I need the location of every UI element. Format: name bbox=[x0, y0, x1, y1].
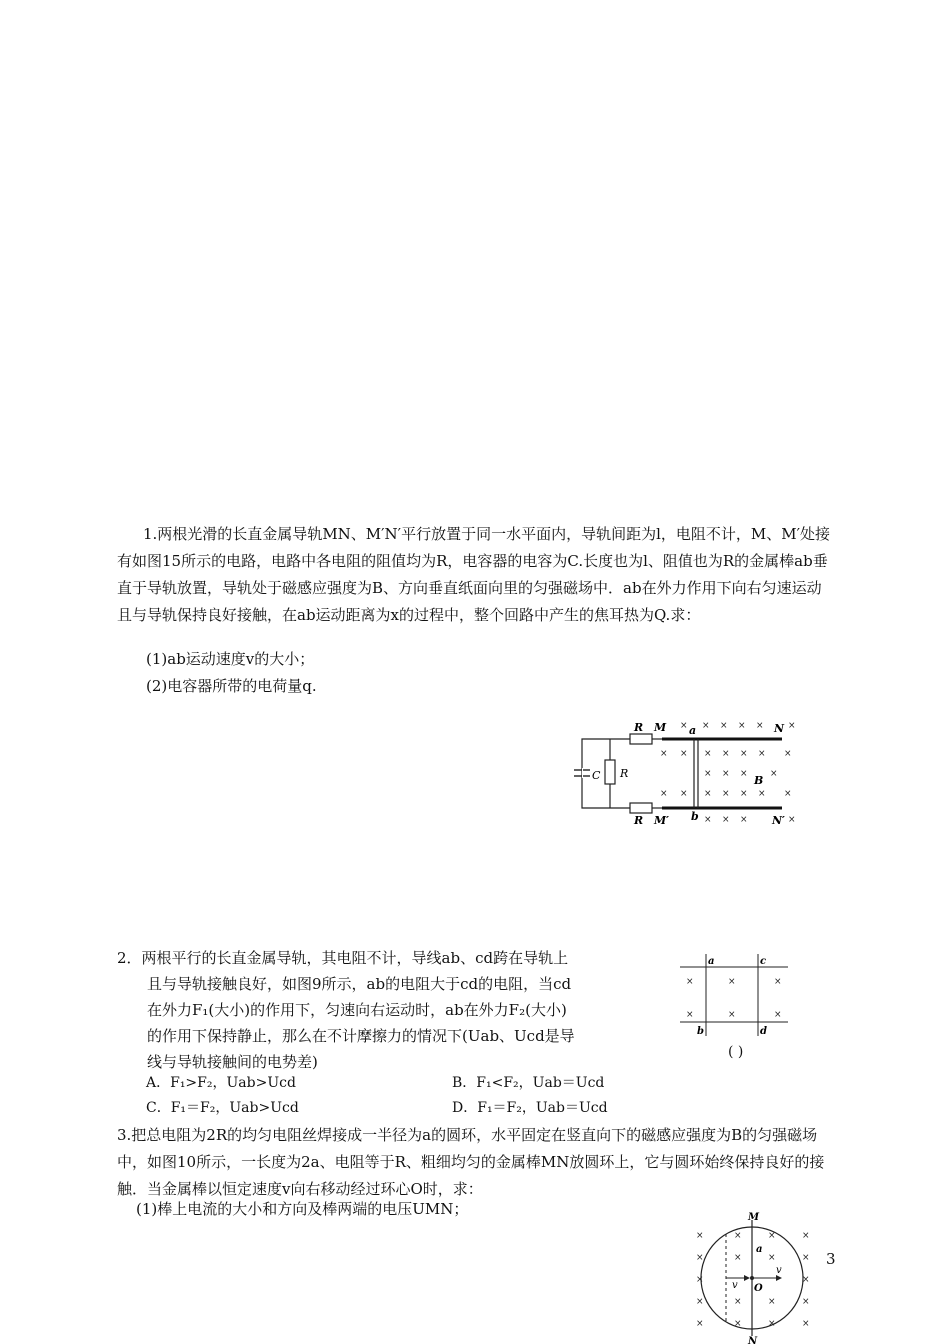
figure-15-circuit bbox=[570, 712, 810, 827]
question-2-line-1: 2．两根平行的长直金属导轨，其电阻不计，导线ab、cd跨在导轨上 bbox=[117, 949, 569, 967]
svg-text:×: × bbox=[702, 721, 710, 731]
svg-text:×: × bbox=[696, 1319, 704, 1329]
svg-text:×: × bbox=[784, 749, 792, 759]
svg-text:×: × bbox=[740, 789, 748, 799]
svg-text:×: × bbox=[720, 721, 728, 731]
svg-text:×: × bbox=[740, 815, 748, 825]
svg-text:×: × bbox=[696, 1231, 704, 1241]
svg-text:×: × bbox=[728, 977, 736, 987]
option-d: D．F₁＝F₂，Uab＝Ucd bbox=[452, 1100, 608, 1116]
svg-text:×: × bbox=[728, 1010, 736, 1020]
svg-text:×: × bbox=[722, 769, 730, 779]
svg-text:×: × bbox=[788, 721, 796, 731]
svg-text:×: × bbox=[740, 749, 748, 759]
question-2-line-3: 在外力F₁(大小)的作用下，匀速向右运动时，ab在外力F₂(大小) bbox=[147, 1001, 567, 1019]
svg-text:×: × bbox=[704, 769, 712, 779]
svg-text:×: × bbox=[734, 1297, 742, 1307]
svg-text:×: × bbox=[686, 1010, 694, 1020]
question-1-sub-2: (2)电容器所带的电荷量q. bbox=[146, 677, 317, 695]
option-a: A．F₁>F₂，Uab>Ucd bbox=[146, 1075, 296, 1091]
question-2-line-5: 线与导轨接触间的电势差) bbox=[147, 1053, 318, 1071]
svg-text:×: × bbox=[722, 789, 730, 799]
question-1-sub-1: (1)ab运动速度v的大小； bbox=[146, 650, 315, 668]
svg-text:×: × bbox=[788, 815, 796, 825]
svg-text:×: × bbox=[722, 815, 730, 825]
option-b: B．F₁<F₂，Uab＝Ucd bbox=[452, 1075, 605, 1091]
label-c: c bbox=[760, 956, 767, 967]
question-1-text: 1.两根光滑的长直金属导轨MN、M′N′平行放置于同一水平面内，导轨间距为l，电阻不计，M、M′处接有如图15所示的电路，电路中各电阻的阻值均为R，电容器的电容为C.长度也为l、阻值也为R的金属棒ab垂直于导轨放置，导轨处于磁感应强度为B、方向垂直纸面向里的匀强磁场中．ab在外力作用下向右匀速运动且与导轨保持良好接触，在ab运动距离为x的过程中，整个回路中产生的焦耳热为Q.求： bbox=[117, 525, 831, 624]
label-M: M bbox=[748, 1212, 760, 1223]
svg-text:×: × bbox=[768, 1253, 776, 1263]
svg-text:×: × bbox=[734, 1231, 742, 1241]
magnetic-field-marks bbox=[686, 977, 782, 1020]
label-M: M bbox=[654, 721, 667, 734]
label-b: b bbox=[697, 1026, 704, 1037]
label-a: a bbox=[708, 956, 715, 967]
figure-9-rails bbox=[680, 950, 792, 1040]
answer-bracket: ( ) bbox=[728, 1044, 744, 1060]
svg-text:×: × bbox=[758, 749, 766, 759]
svg-text:×: × bbox=[802, 1275, 810, 1285]
svg-text:×: × bbox=[774, 1010, 782, 1020]
label-B: B bbox=[754, 774, 764, 787]
svg-text:×: × bbox=[768, 1231, 776, 1241]
label-N-prime: N′ bbox=[772, 814, 785, 827]
label-d: d bbox=[760, 1026, 767, 1037]
svg-text:×: × bbox=[738, 721, 746, 731]
svg-text:×: × bbox=[704, 789, 712, 799]
label-a: a bbox=[756, 1244, 763, 1255]
svg-text:×: × bbox=[734, 1253, 742, 1263]
label-R-top: R bbox=[634, 721, 644, 734]
label-O: O bbox=[754, 1283, 763, 1294]
svg-text:×: × bbox=[704, 749, 712, 759]
svg-text:×: × bbox=[784, 789, 792, 799]
label-v-dashed: v bbox=[732, 1280, 738, 1291]
question-2-text bbox=[117, 945, 637, 1075]
label-a: a bbox=[689, 724, 697, 737]
svg-text:×: × bbox=[802, 1231, 810, 1241]
label-v-rod: v bbox=[776, 1265, 782, 1276]
svg-text:×: × bbox=[660, 749, 668, 759]
svg-text:×: × bbox=[740, 769, 748, 779]
svg-text:×: × bbox=[802, 1297, 810, 1307]
svg-text:×: × bbox=[802, 1319, 810, 1329]
page-number: 3 bbox=[826, 1250, 836, 1268]
svg-text:×: × bbox=[680, 789, 688, 799]
svg-text:×: × bbox=[768, 1297, 776, 1307]
svg-text:×: × bbox=[770, 769, 778, 779]
svg-text:×: × bbox=[802, 1253, 810, 1263]
label-C: C bbox=[592, 769, 601, 782]
svg-text:×: × bbox=[696, 1275, 704, 1285]
svg-text:×: × bbox=[722, 749, 730, 759]
svg-text:×: × bbox=[758, 789, 766, 799]
svg-text:×: × bbox=[696, 1297, 704, 1307]
svg-text:×: × bbox=[680, 749, 688, 759]
question-2-line-4: 的作用下保持静止，那么在不计摩擦力的情况下(Uab、Ucd是导 bbox=[147, 1027, 575, 1045]
svg-text:×: × bbox=[680, 721, 688, 731]
question-3-text: 3.把总电阻为2R的均匀电阻丝焊接成一半径为a的圆环，水平固定在竖直向下的磁感应强度为B的匀强磁场中，如图10所示，一长度为2a、电阻等于R、粗细均匀的金属棒MN放圆环上，它与圆环始终保持良好的接触．当金属棒以恒定速度v向右移动经过环心O时，求： bbox=[117, 1126, 825, 1198]
question-2-line-2: 且与导轨接触良好，如图9所示，ab的电阻大于cd的电阻，当cd bbox=[147, 975, 572, 993]
svg-text:×: × bbox=[660, 789, 668, 799]
label-R-bot: R bbox=[634, 814, 644, 827]
svg-text:×: × bbox=[768, 1319, 776, 1329]
label-b: b bbox=[691, 810, 699, 823]
question-3-sub-1: (1)棒上电流的大小和方向及棒两端的电压UMN； bbox=[136, 1200, 469, 1218]
svg-text:×: × bbox=[696, 1253, 704, 1263]
option-c: C．F₁＝F₂，Uab>Ucd bbox=[146, 1100, 299, 1116]
label-N: N bbox=[774, 722, 785, 735]
label-R-mid: R bbox=[620, 767, 629, 780]
svg-text:×: × bbox=[734, 1319, 742, 1329]
label-M-prime: M′ bbox=[654, 814, 670, 827]
label-N: N bbox=[748, 1336, 758, 1344]
svg-text:×: × bbox=[704, 815, 712, 825]
figure-10-ring bbox=[688, 1208, 816, 1344]
svg-text:×: × bbox=[756, 721, 764, 731]
svg-text:×: × bbox=[774, 977, 782, 987]
svg-text:×: × bbox=[686, 977, 694, 987]
